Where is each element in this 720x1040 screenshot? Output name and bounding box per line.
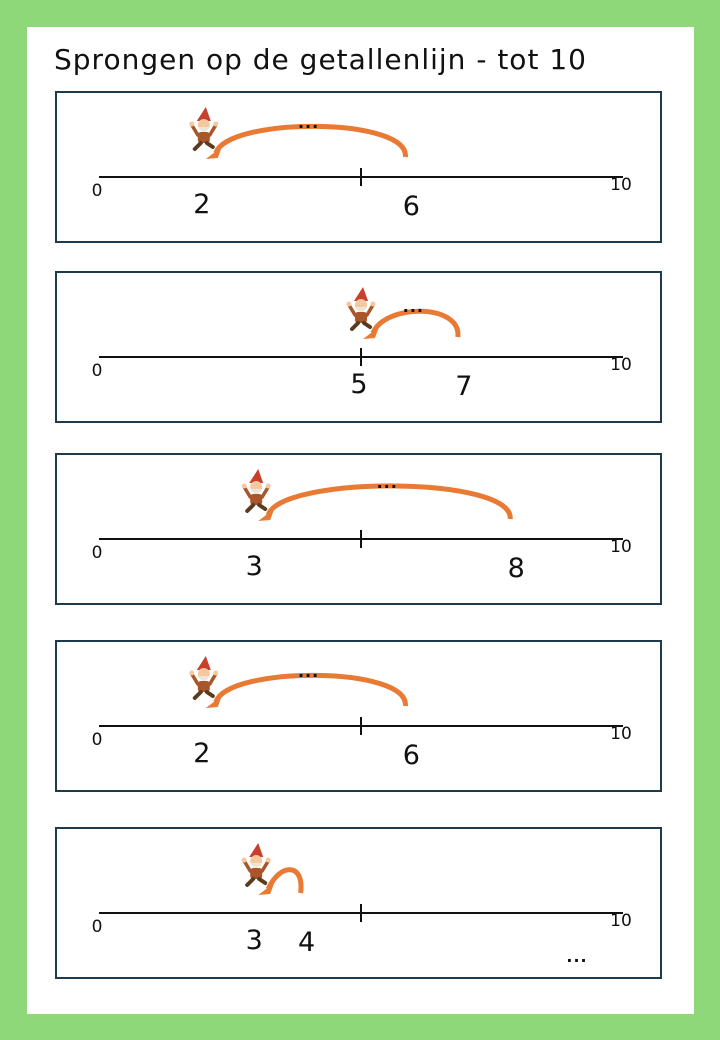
jump-to-label: 3 [245, 551, 263, 582]
jump-from-label: 7 [455, 371, 473, 402]
gnome-icon [189, 107, 218, 149]
line-end-label: 10 [610, 355, 632, 375]
line-start-label: 0 [91, 730, 103, 750]
gnome-icon [242, 469, 271, 511]
jump-arrow [268, 870, 301, 893]
exercise-panel-4 [55, 640, 662, 792]
jump-from-label: 8 [507, 553, 525, 584]
gnome-icon [189, 656, 218, 698]
jump-to-label: 2 [193, 189, 211, 220]
jump-to-label: 3 [245, 925, 263, 956]
line-start-label: 0 [91, 917, 103, 937]
line-end-label: 10 [610, 724, 632, 744]
jump-from-label: 4 [298, 927, 316, 958]
exercise-panel-1 [55, 91, 662, 243]
worksheet-title: Sprongen op de getallenlijn - tot 10 [54, 43, 587, 76]
line-end-label: 10 [610, 537, 632, 557]
answer-placeholder: ... [297, 662, 320, 682]
answer-placeholder: ... [376, 473, 398, 492]
line-start-label: 0 [91, 361, 103, 381]
exercise-panel-3 [55, 453, 662, 605]
jump-from-label: 6 [402, 740, 420, 771]
answer-placeholder: ... [402, 297, 425, 317]
worksheet [27, 27, 694, 1014]
jump-arrow-head [258, 883, 274, 895]
jump-arrow-head [258, 509, 274, 521]
line-start-label: 0 [91, 543, 103, 563]
exercise-panel-2 [55, 271, 662, 423]
number-line [57, 455, 664, 607]
exercise-panel-5 [55, 827, 662, 979]
line-end-label: 10 [610, 175, 632, 195]
jump-arrow-head [206, 147, 222, 159]
gnome-icon [347, 287, 376, 329]
gnome-icon [242, 843, 271, 885]
line-end-label: 10 [610, 911, 632, 931]
answer-placeholder: ... [297, 113, 320, 133]
line-start-label: 0 [91, 181, 103, 201]
jump-to-label: 2 [193, 738, 211, 769]
jump-from-label: 6 [402, 191, 420, 222]
number-line [57, 642, 664, 794]
jump-to-label: 5 [350, 369, 368, 400]
number-line [57, 93, 664, 245]
answer-placeholder: ... [566, 947, 588, 966]
number-line [57, 273, 664, 425]
